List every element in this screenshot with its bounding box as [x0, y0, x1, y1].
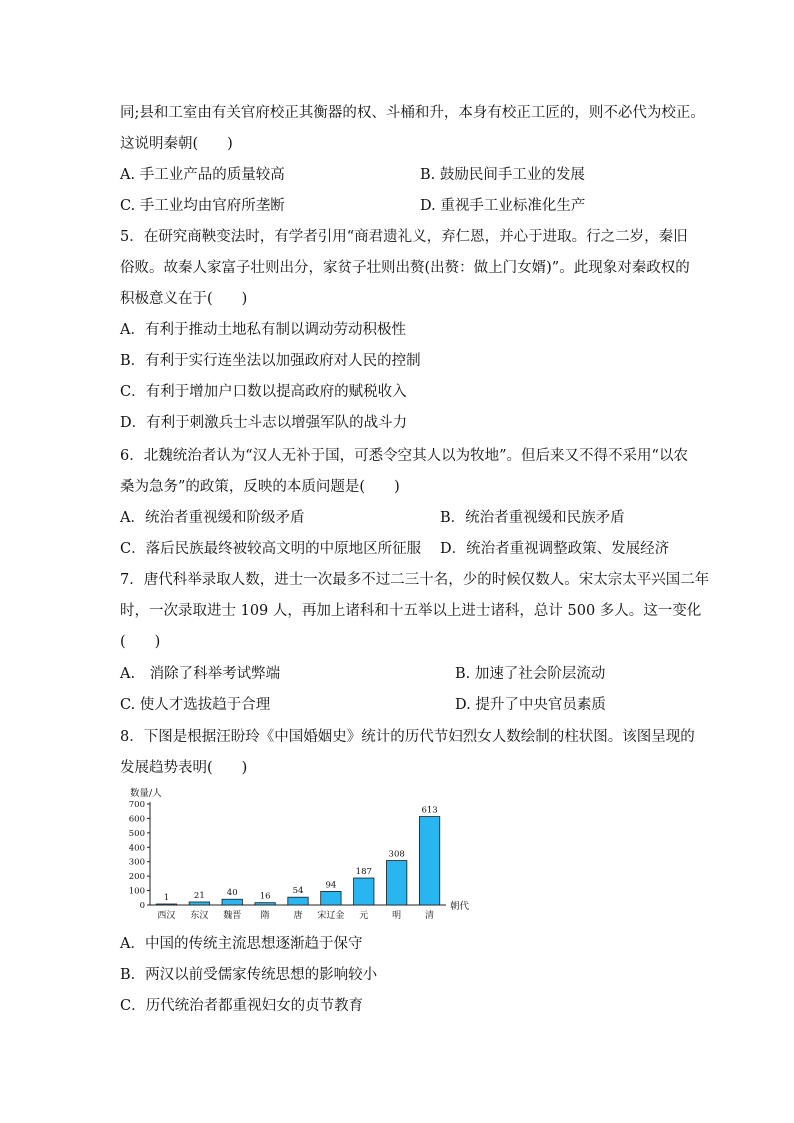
chart-data-label: 94 [325, 880, 337, 891]
chart-bar [386, 861, 406, 905]
q4-option-b: B. 鼓励民间手工业的发展 [420, 167, 585, 183]
q6-option-c: C．落后民族最终被较高文明的中原地区所征服 [120, 541, 422, 557]
q4-option-c: C. 手工业均由官府所垄断 [120, 198, 285, 214]
chart-x-tick-label: 元 [359, 911, 369, 921]
q7-stem-line1: 7．唐代科举录取人数，进士一次最多不过二三十名，少的时候仅数人。宋太宗太平兴国二年 [120, 572, 710, 588]
chart-x-tick-label: 隋 [260, 911, 270, 921]
q5-stem-line1: 5．在研究商鞅变法时，有学者引用“商君遗礼义，弃仁恩，并心于进取。行之二岁，秦旧 [120, 229, 688, 245]
chart-y-tick-label: 0 [139, 901, 145, 911]
chart-bar [189, 902, 209, 905]
chart-y-tick-label: 700 [128, 800, 145, 810]
q8-stem-line2: 发展趋势表明( ) [120, 760, 248, 776]
chart-data-label: 40 [226, 888, 238, 899]
q4-stem-line2: 这说明秦朝( ) [120, 136, 233, 152]
q5-option-a: A．有利于推动土地私有制以调动劳动积极性 [120, 322, 406, 338]
q4-option-d: D. 重视手工业标准化生产 [420, 198, 586, 214]
q7-option-a: A. 消除了科举考试弊端 [120, 666, 281, 682]
chart-x-tick-label: 明 [392, 911, 402, 921]
chart-bar [222, 899, 242, 905]
chart-data-label: 1 [163, 893, 170, 903]
q6-option-d: D．统治者重视调整政策、发展经济 [440, 541, 670, 557]
chart-bar [156, 904, 176, 905]
q7-stem-line2: 时，一次录取进士 109 人，再加上诸科和十五举以上进士诸科，总计 500 多人。这一变化 [120, 603, 702, 619]
chart-y-tick-label: 300 [128, 857, 145, 868]
chart-x-tick-label: 东汉 [190, 911, 209, 921]
chart-bar [255, 903, 275, 905]
chart-y-tick-label: 400 [128, 843, 145, 854]
chart-data-label: 16 [259, 891, 271, 902]
chart-ylabel: 数量/人 [130, 788, 162, 799]
q6-option-a: A．统治者重视缓和阶级矛盾 [120, 510, 305, 526]
chart-data-label: 187 [355, 867, 372, 878]
chart-bar [321, 891, 341, 905]
chart-data-label: 308 [388, 849, 405, 860]
chart-x-tick-label: 魏晋 [223, 911, 242, 921]
chart-x-tick-label: 唐 [293, 911, 303, 921]
q6-option-b: B．统治者重视缓和民族矛盾 [440, 510, 625, 526]
q7-stem-line3: ( ) [120, 634, 161, 650]
chart-y-tick-label: 500 [128, 828, 145, 839]
chart-bar [419, 817, 439, 905]
chart-y-tick-label: 100 [128, 886, 145, 897]
q5-stem-line2: 俗败。故秦人家富子壮则出分，家贫子壮则出赘(出赘：做上门女婿)”。此现象对秦政权的 [120, 260, 690, 276]
q8-stem-line1: 8．下图是根据汪盼玲《中国婚姻史》统计的历代节妇烈女人数绘制的柱状图。该图呈现的 [120, 729, 695, 745]
q4-option-a: A. 手工业产品的质量较高 [120, 167, 285, 183]
chart-x-tick-label: 宋辽金 [317, 911, 345, 921]
chart-x-tick-label: 西汉 [157, 911, 176, 921]
chart-xlabel: 朝代 [450, 901, 470, 912]
q8-option-a: A．中国的传统主流思想逐渐趋于保守 [120, 936, 363, 952]
q8-option-b: B．两汉以前受儒家传统思想的影响较小 [120, 967, 378, 983]
q4-stem-line1: 同;县和工室由有关官府校正其衡器的权、斗桶和升，本身有校正工匠的，则不必代为校正。 [120, 105, 705, 121]
q5-option-d: D．有利于刺激兵士斗志以增强军队的战斗力 [120, 415, 408, 431]
chart-data-label: 54 [292, 886, 304, 897]
chart-data-label: 21 [193, 890, 205, 901]
bar-chart [120, 782, 480, 930]
q8-option-c: C．历代统治者都重视妇女的贞节教育 [120, 998, 364, 1014]
chart-bar [288, 897, 308, 905]
q5-option-c: C．有利于增加户口数以提高政府的赋税收入 [120, 384, 407, 400]
q6-stem-line1: 6．北魏统治者认为“汉人无补于国，可悉令空其人以为牧地”。但后来又不得不采用“以农 [120, 448, 688, 464]
q7-option-d: D. 提升了中央官员素质 [455, 697, 606, 713]
chart-x-tick-label: 清 [425, 911, 435, 921]
chart-bar [354, 878, 374, 905]
q5-stem-line3: 积极意义在于( ) [120, 291, 248, 307]
chart-y-tick-label: 200 [128, 872, 145, 883]
q7-option-b: B. 加速了社会阶层流动 [455, 666, 606, 682]
q6-stem-line2: 桑为急务”的政策，反映的本质问题是( ) [120, 479, 400, 495]
chart-data-label: 613 [421, 805, 438, 816]
q5-option-b: B．有利于实行连坐法以加强政府对人民的控制 [120, 353, 421, 369]
q7-option-c: C. 使人才选拔趋于合理 [120, 697, 271, 713]
chart-y-tick-label: 600 [128, 814, 145, 825]
